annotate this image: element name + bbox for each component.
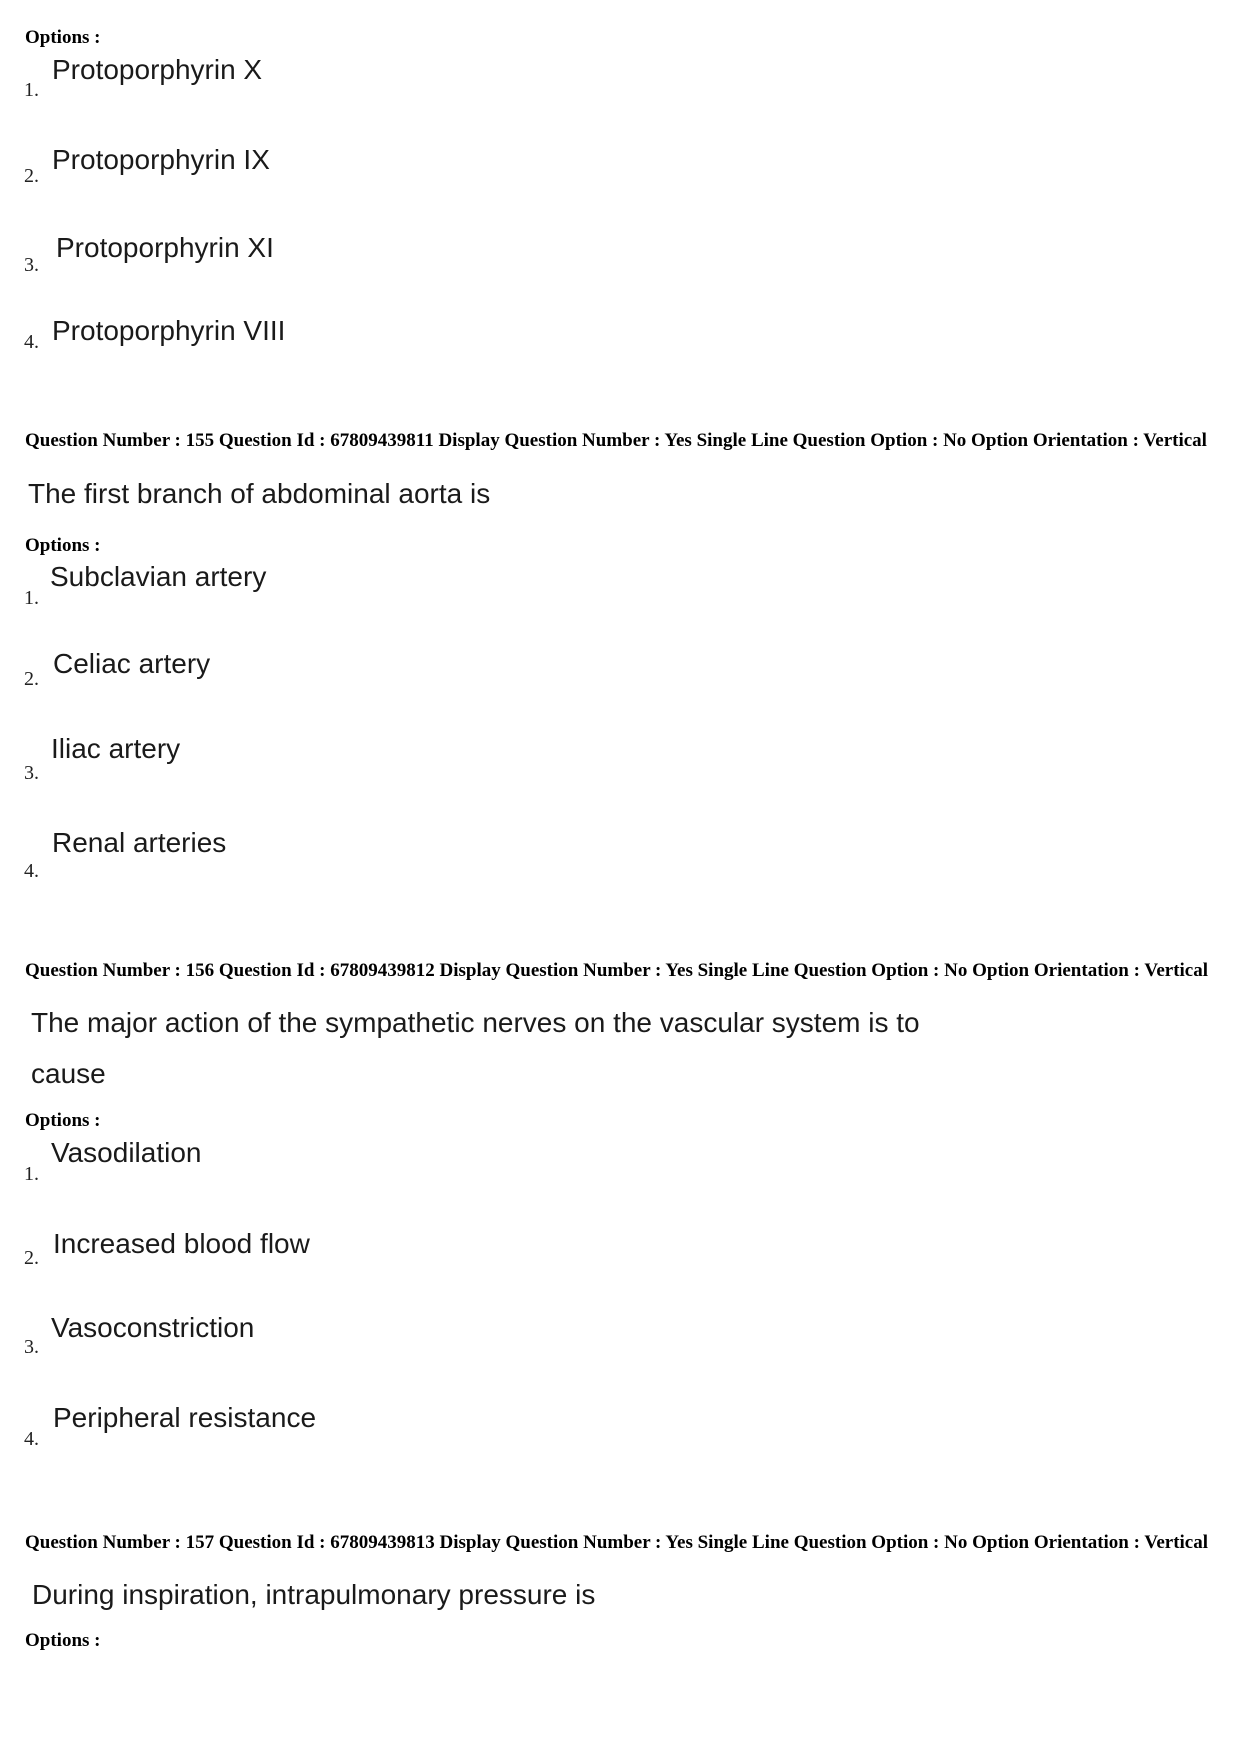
option-text: Protoporphyrin X	[52, 54, 263, 85]
option-text: Celiac artery	[53, 648, 211, 679]
question-meta: Question Number : 157 Question Id : 67809439813 Display Question Number : Yes Single Line Question Option : No Option Orientation : Vertical	[25, 1532, 1209, 1553]
options-label: Options :	[25, 27, 101, 48]
option-number: 4.	[24, 331, 39, 353]
option-number: 3.	[24, 762, 39, 784]
option-text: Vasodilation	[51, 1137, 202, 1168]
options-label: Options :	[25, 1630, 101, 1651]
options-label: Options :	[25, 535, 101, 556]
option-text: Protoporphyrin IX	[52, 144, 270, 175]
question-meta: Question Number : 155 Question Id : 67809439811 Display Question Number : Yes Single Line Question Option : No Option Orientation : Vertical	[25, 430, 1207, 451]
question-text: The first branch of abdominal aorta is	[28, 478, 491, 509]
options-label: Options :	[25, 1110, 101, 1131]
question-text: During inspiration, intrapulmonary pressure is	[32, 1579, 596, 1610]
option-text: Peripheral resistance	[53, 1402, 317, 1433]
option-number: 2.	[24, 1247, 39, 1269]
option-number: 4.	[24, 1428, 39, 1450]
option-number: 1.	[24, 587, 39, 609]
question-text-continued: cause	[31, 1058, 106, 1089]
option-text: Iliac artery	[51, 733, 181, 764]
question-meta: Question Number : 156 Question Id : 67809439812 Display Question Number : Yes Single Line Question Option : No Option Orientation : Vertical	[25, 960, 1209, 981]
option-number: 2.	[24, 165, 39, 187]
option-number: 1.	[24, 79, 39, 101]
option-text: Subclavian artery	[50, 561, 267, 592]
option-number: 3.	[24, 1336, 39, 1358]
option-text: Protoporphyrin VIII	[52, 315, 286, 346]
question-text: The major action of the sympathetic nerves on the vascular system is to	[31, 1007, 920, 1038]
option-number: 1.	[24, 1163, 39, 1185]
option-number: 2.	[24, 668, 39, 690]
option-text: Protoporphyrin XI	[56, 232, 274, 263]
option-text: Renal arteries	[52, 827, 227, 858]
option-number: 4.	[24, 860, 39, 882]
option-text: Vasoconstriction	[51, 1312, 255, 1343]
option-number: 3.	[24, 254, 39, 276]
option-text: Increased blood flow	[53, 1228, 310, 1259]
